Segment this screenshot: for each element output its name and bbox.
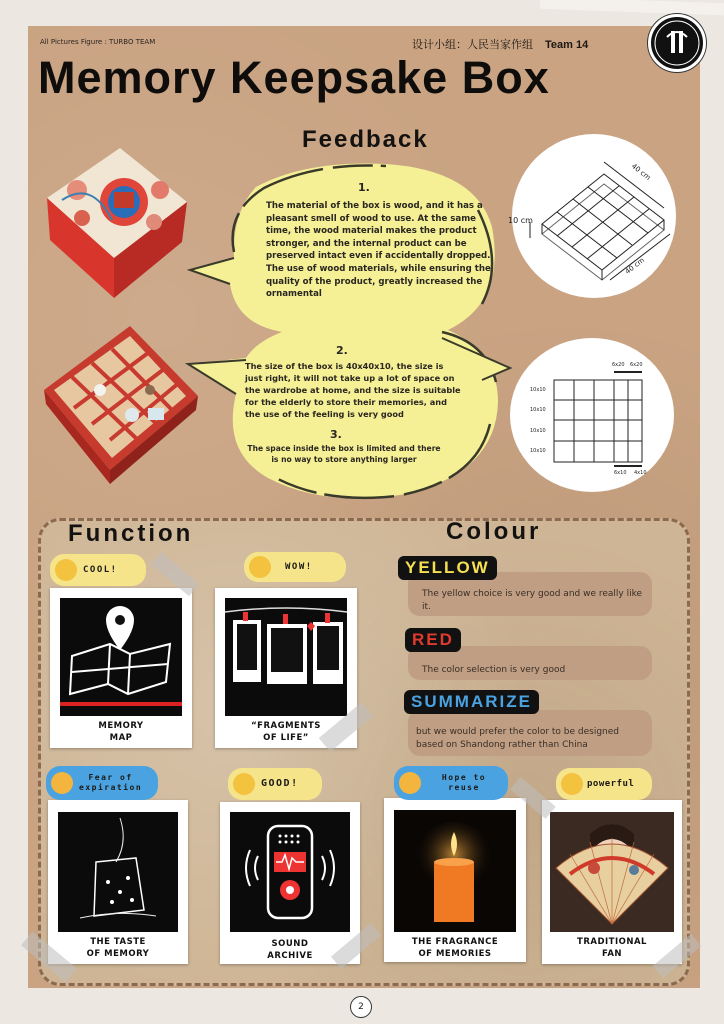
fragrance-caption-2: OF MEMORIES	[418, 949, 492, 959]
feedback-number-3: 3.	[330, 428, 342, 441]
memory-map-caption-2: MAP	[109, 733, 133, 743]
torn-edge	[540, 0, 724, 15]
fan-caption-2: FAN	[601, 949, 623, 959]
fragments-caption-1: “FRAGMENTS	[251, 721, 321, 731]
university-logo	[648, 14, 706, 72]
fragments-caption-2: OF LIFE”	[263, 733, 309, 743]
worried-emoji-icon	[51, 772, 73, 794]
feedback-text-3: The space inside the box is limited and there is no way to store anything larger	[247, 444, 441, 464]
tag-fear-line-1: Fear of	[88, 773, 133, 782]
colour-summarize-label: SUMMARIZE	[404, 690, 539, 714]
taste-caption-1: THE TASTE	[90, 937, 146, 947]
page-title: Memory Keepsake Box	[38, 52, 550, 103]
plan-bottom-b: 4x10	[634, 470, 647, 476]
colour-yellow-label: YELLOW	[398, 556, 497, 580]
worried-emoji-icon	[399, 772, 421, 794]
tag-hope-line-2: reuse	[448, 783, 480, 792]
candle-image	[394, 810, 516, 932]
plan-diagram	[510, 338, 674, 492]
fragments-image	[225, 598, 347, 716]
fan-image	[550, 812, 674, 932]
plan-side-2: 10x10	[530, 407, 546, 413]
tag-hope-line-1: Hope to	[441, 773, 487, 782]
plan-top-b: 6x20	[630, 362, 643, 368]
function-card-memory-map	[50, 588, 192, 748]
colour-heading: Colour	[446, 518, 542, 545]
tag-powerful-text: powerful	[587, 779, 635, 789]
tag-good-text: GOOD!	[261, 778, 299, 789]
tag-fear-text	[79, 773, 142, 793]
feedback-text-2: The size of the box is 40x40x10, the size is just right, it will not take up a lot of space on the wardrobe at home, and the size is suitable for the elderly to store their memories, and the use of the feeling is very good	[245, 361, 461, 419]
function-card-fragrance	[384, 798, 526, 962]
plan-side-4: 10x10	[530, 448, 546, 454]
plan-side-1: 10x10	[530, 387, 546, 393]
plan-bottom-a: 6x10	[614, 470, 627, 476]
memory-map-image	[60, 598, 182, 716]
winking-emoji-icon	[249, 556, 271, 578]
colour-red-text: The color selection is very good	[422, 665, 566, 675]
team-number: Team 14	[545, 39, 589, 51]
plan-side-3: 10x10	[530, 428, 546, 434]
tag-cool	[50, 554, 146, 586]
colour-summarize-text: but we would prefer the color to be designed based on Shandong rather than China	[416, 727, 619, 750]
box-photo-closed	[42, 140, 192, 298]
memory-map-caption-1: MEMORY	[98, 721, 144, 731]
depth-label: 40 cm	[623, 256, 646, 276]
feedback-heading: Feedback	[302, 126, 429, 153]
function-card-sound	[220, 802, 360, 964]
winking-emoji-icon	[55, 559, 77, 581]
photo-credit: All Pictures Figure : TURBO TEAM	[40, 38, 156, 46]
group-name: 设计小组：人民当家作组	[412, 38, 533, 51]
colour-yellow-text: The yellow choice is very good and we really like it.	[422, 589, 643, 612]
feedback-number-2: 2.	[336, 344, 348, 357]
isometric-diagram	[508, 134, 676, 298]
tag-powerful	[556, 768, 652, 800]
feedback-number-1: 1.	[358, 181, 370, 194]
team-line	[412, 36, 588, 52]
colour-red-label: RED	[405, 628, 461, 652]
tag-hope-text	[427, 773, 501, 793]
tag-wow-text: WOW!	[285, 562, 313, 572]
box-photo-open	[40, 320, 200, 484]
fragrance-caption-1: THE FRAGRANCE	[411, 937, 499, 947]
height-label: 10 cm	[508, 216, 533, 225]
width-label: 40 cm	[629, 162, 652, 182]
function-heading: Function	[68, 520, 194, 547]
tag-fear-line-2: expiration	[79, 783, 143, 792]
tag-fear	[46, 766, 158, 800]
page-number: 2	[350, 996, 372, 1018]
tag-hope	[394, 766, 508, 800]
sound-caption-1: SOUND	[271, 939, 309, 949]
winking-emoji-icon	[561, 773, 583, 795]
winking-emoji-icon	[233, 773, 255, 795]
function-card-fan	[542, 800, 682, 964]
tag-good	[228, 768, 322, 800]
tea-bag-image	[58, 812, 178, 932]
fan-caption-1: TRADITIONAL	[577, 937, 647, 947]
tag-cool-text: COOL!	[83, 565, 118, 575]
colour-summarize-bar	[408, 710, 652, 756]
sound-caption-2: ARCHIVE	[267, 951, 313, 961]
taste-caption-2: OF MEMORY	[86, 949, 150, 959]
tag-wow	[244, 552, 346, 582]
sound-recorder-image	[230, 812, 350, 932]
plan-top-a: 6x20	[612, 362, 625, 368]
feedback-text-1: The material of the box is wood, and it has a pleasant smell of wood to use. At the same time, the wood material makes the product stronger, and the internal product can be preserved intact even if accidentally dropped. The use of wood materials, while ensuring the quality of the product, greatly increased the ornamental	[266, 201, 491, 300]
function-card-taste	[48, 800, 188, 964]
